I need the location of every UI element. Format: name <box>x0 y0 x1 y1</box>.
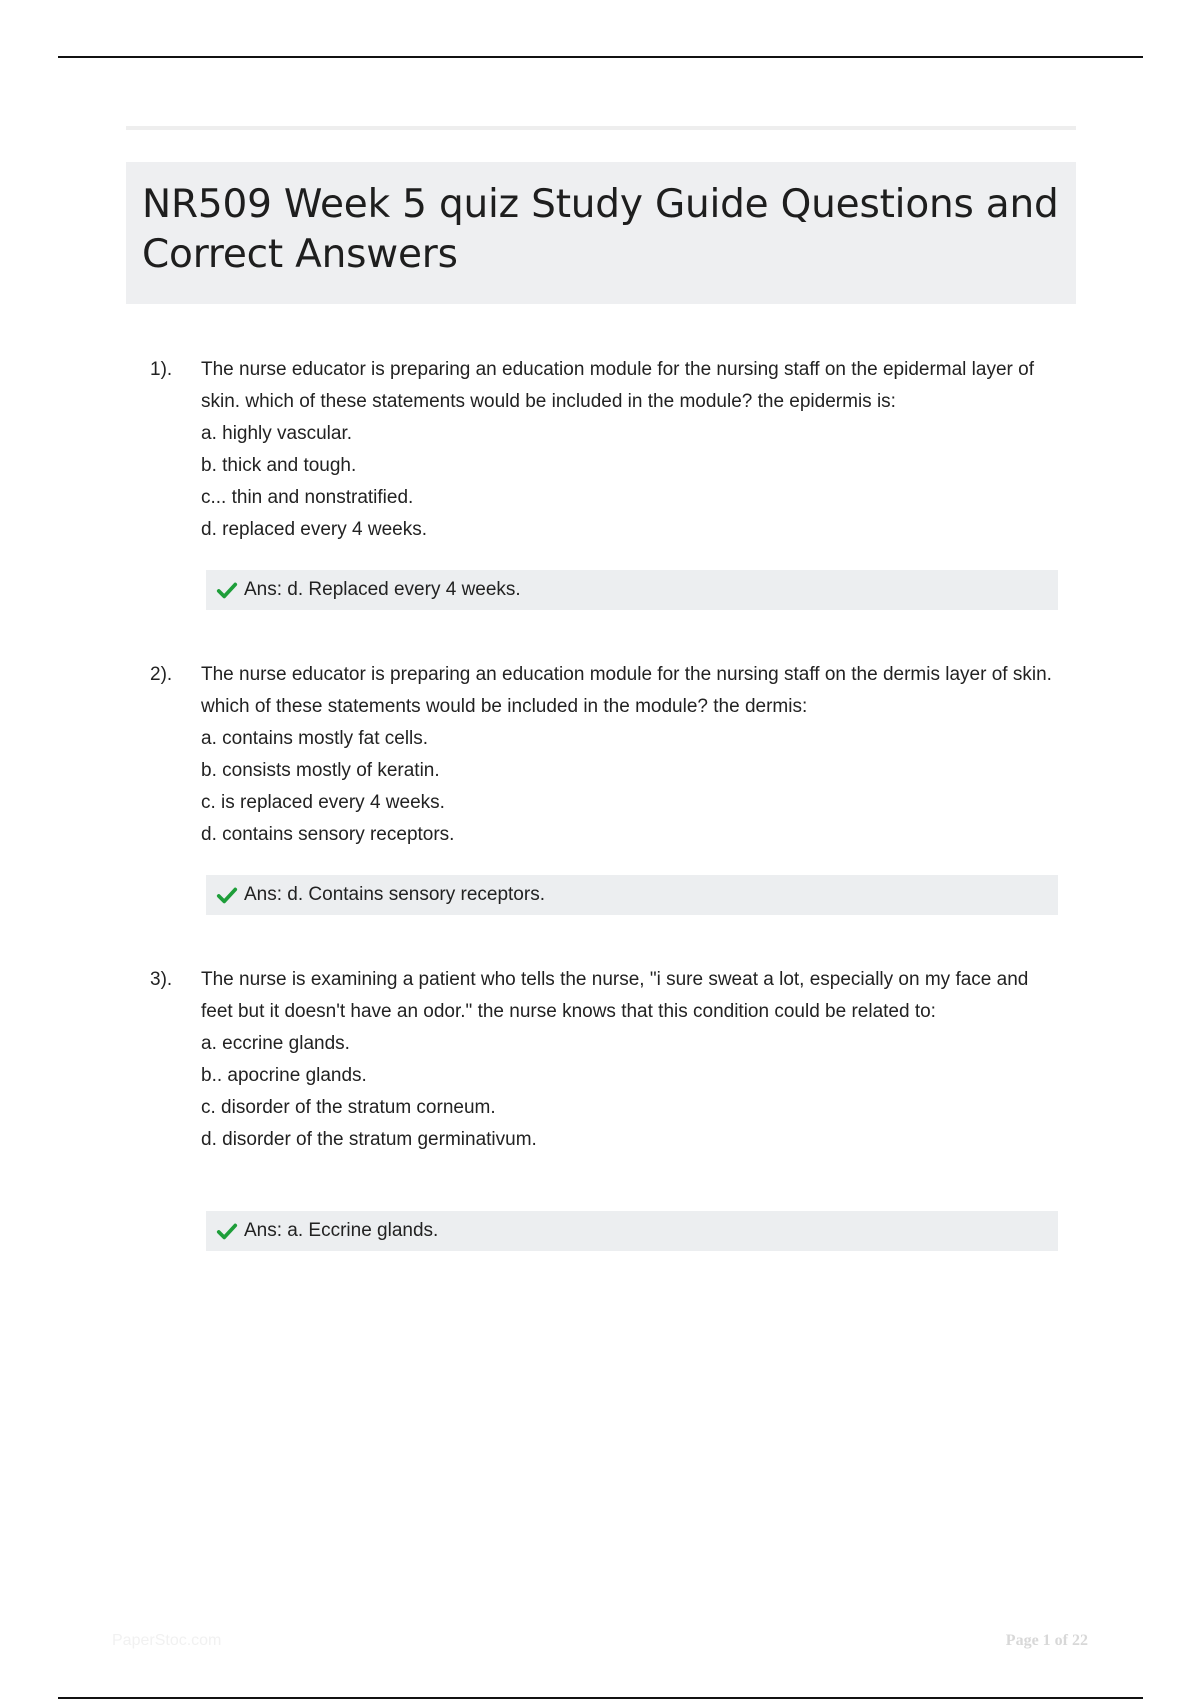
bottom-rule <box>58 1697 1143 1699</box>
question-text: The nurse educator is preparing an education module for the nursing staff on the dermis layer of skin. which of these statements would be included in the module? the dermis: <box>201 664 1052 717</box>
option-a: a. contains mostly fat cells. <box>201 728 429 749</box>
option-b: b.. apocrine glands. <box>201 1065 367 1086</box>
question-number: 3). <box>150 969 173 990</box>
option-a: a. eccrine glands. <box>201 1033 350 1054</box>
option-c: c. is replaced every 4 weeks. <box>201 792 445 813</box>
answer-box <box>206 1211 1058 1251</box>
footer-watermark: PaperStoc.com <box>112 1632 222 1649</box>
header-divider <box>126 126 1076 130</box>
page-number: Page 1 of 22 <box>1005 1632 1088 1649</box>
option-b: b. consists mostly of keratin. <box>201 760 440 781</box>
check-icon <box>216 579 238 601</box>
option-b: b. thick and tough. <box>201 455 357 476</box>
option-c: c... thin and nonstratified. <box>201 487 414 508</box>
check-icon <box>216 884 238 906</box>
answer-text: Ans: a. Eccrine glands. <box>244 1220 439 1241</box>
option-a: a. highly vascular. <box>201 423 353 444</box>
question-text: The nurse is examining a patient who tells the nurse, "i sure sweat a lot, especially on my face and feet but it doesn't have an odor." the nurse knows that this condition could be related to: <box>201 969 1029 1022</box>
answer-text: Ans: d. Contains sensory receptors. <box>244 884 545 905</box>
option-d: d. disorder of the stratum germinativum. <box>201 1129 537 1150</box>
option-c: c. disorder of the stratum corneum. <box>201 1097 496 1118</box>
question-text: The nurse educator is preparing an education module for the nursing staff on the epidermal layer of skin. which of these statements would be included in the module? the epidermis is: <box>201 359 1034 412</box>
answer-text: Ans: d. Replaced every 4 weeks. <box>244 579 521 600</box>
answer-box <box>206 875 1058 915</box>
question-number: 1). <box>150 359 173 380</box>
option-d: d. contains sensory receptors. <box>201 824 455 845</box>
title-banner <box>126 162 1076 304</box>
answer-box <box>206 570 1058 610</box>
top-rule <box>58 56 1143 58</box>
question-number: 2). <box>150 664 173 685</box>
option-d: d. replaced every 4 weeks. <box>201 519 428 540</box>
page-title: NR509 Week 5 quiz Study Guide Questions and Correct Answers <box>142 182 1059 277</box>
check-icon <box>216 1220 238 1242</box>
